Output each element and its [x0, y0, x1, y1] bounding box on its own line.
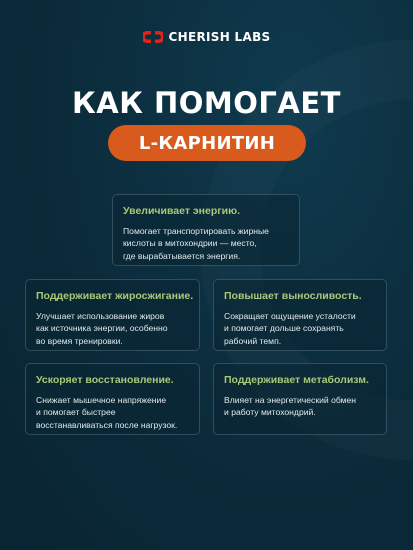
product-pill: L-КАРНИТИН — [108, 125, 306, 161]
benefit-card-fat-burning — [25, 279, 200, 351]
benefit-text-line: Снижает мышечное напряжение — [36, 395, 167, 405]
benefit-text-line: во время тренировки. — [36, 335, 123, 346]
benefit-title: Повышает выносливость. — [224, 290, 362, 302]
benefit-text-line: и работу митохондрий. — [224, 407, 316, 418]
benefit-text — [224, 310, 376, 347]
benefit-card-energy — [112, 194, 300, 266]
headline: КАК ПОМОГАЕТ — [72, 86, 341, 120]
benefit-text-line: как источника энергии, особенно — [36, 323, 168, 334]
benefit-text-line: Сокращает ощущение усталости — [224, 311, 356, 321]
benefit-card-metabolism — [213, 363, 387, 435]
cherish-labs-logo-icon — [143, 30, 163, 44]
benefit-title: Поддерживает жиросжигание. — [36, 290, 194, 302]
benefit-text — [36, 310, 189, 347]
benefit-text-line: восстанавливаться после нагрузок. — [36, 419, 178, 430]
brand-header — [0, 30, 413, 44]
benefit-card-recovery — [25, 363, 200, 435]
benefit-card-endurance — [213, 279, 387, 351]
benefit-title: Ускоряет восстановление. — [36, 374, 174, 386]
benefit-title: Поддерживает метаболизм. — [224, 374, 369, 386]
benefit-text-line: и помогает быстрее — [36, 407, 116, 418]
benefit-text-line: Влияет на энергетический обмен — [224, 395, 357, 405]
benefit-title: Увеличивает энергию. — [123, 205, 240, 217]
benefit-text-line: Помогает транспортировать жирные — [123, 226, 269, 236]
benefit-text-line: Улучшает использование жиров — [36, 311, 165, 321]
benefit-text — [123, 225, 289, 262]
benefit-text-line: кислоты в митохондрии — место, — [123, 238, 257, 249]
benefit-text-line: рабочий темп. — [224, 335, 282, 346]
brand-name: CHERISH LABS — [168, 30, 271, 44]
benefit-text-line: где вырабатывается энергия. — [123, 250, 241, 261]
benefit-text-line: и помогает дольше сохранять — [224, 323, 344, 334]
benefit-text — [224, 394, 376, 419]
benefit-text — [36, 394, 189, 431]
